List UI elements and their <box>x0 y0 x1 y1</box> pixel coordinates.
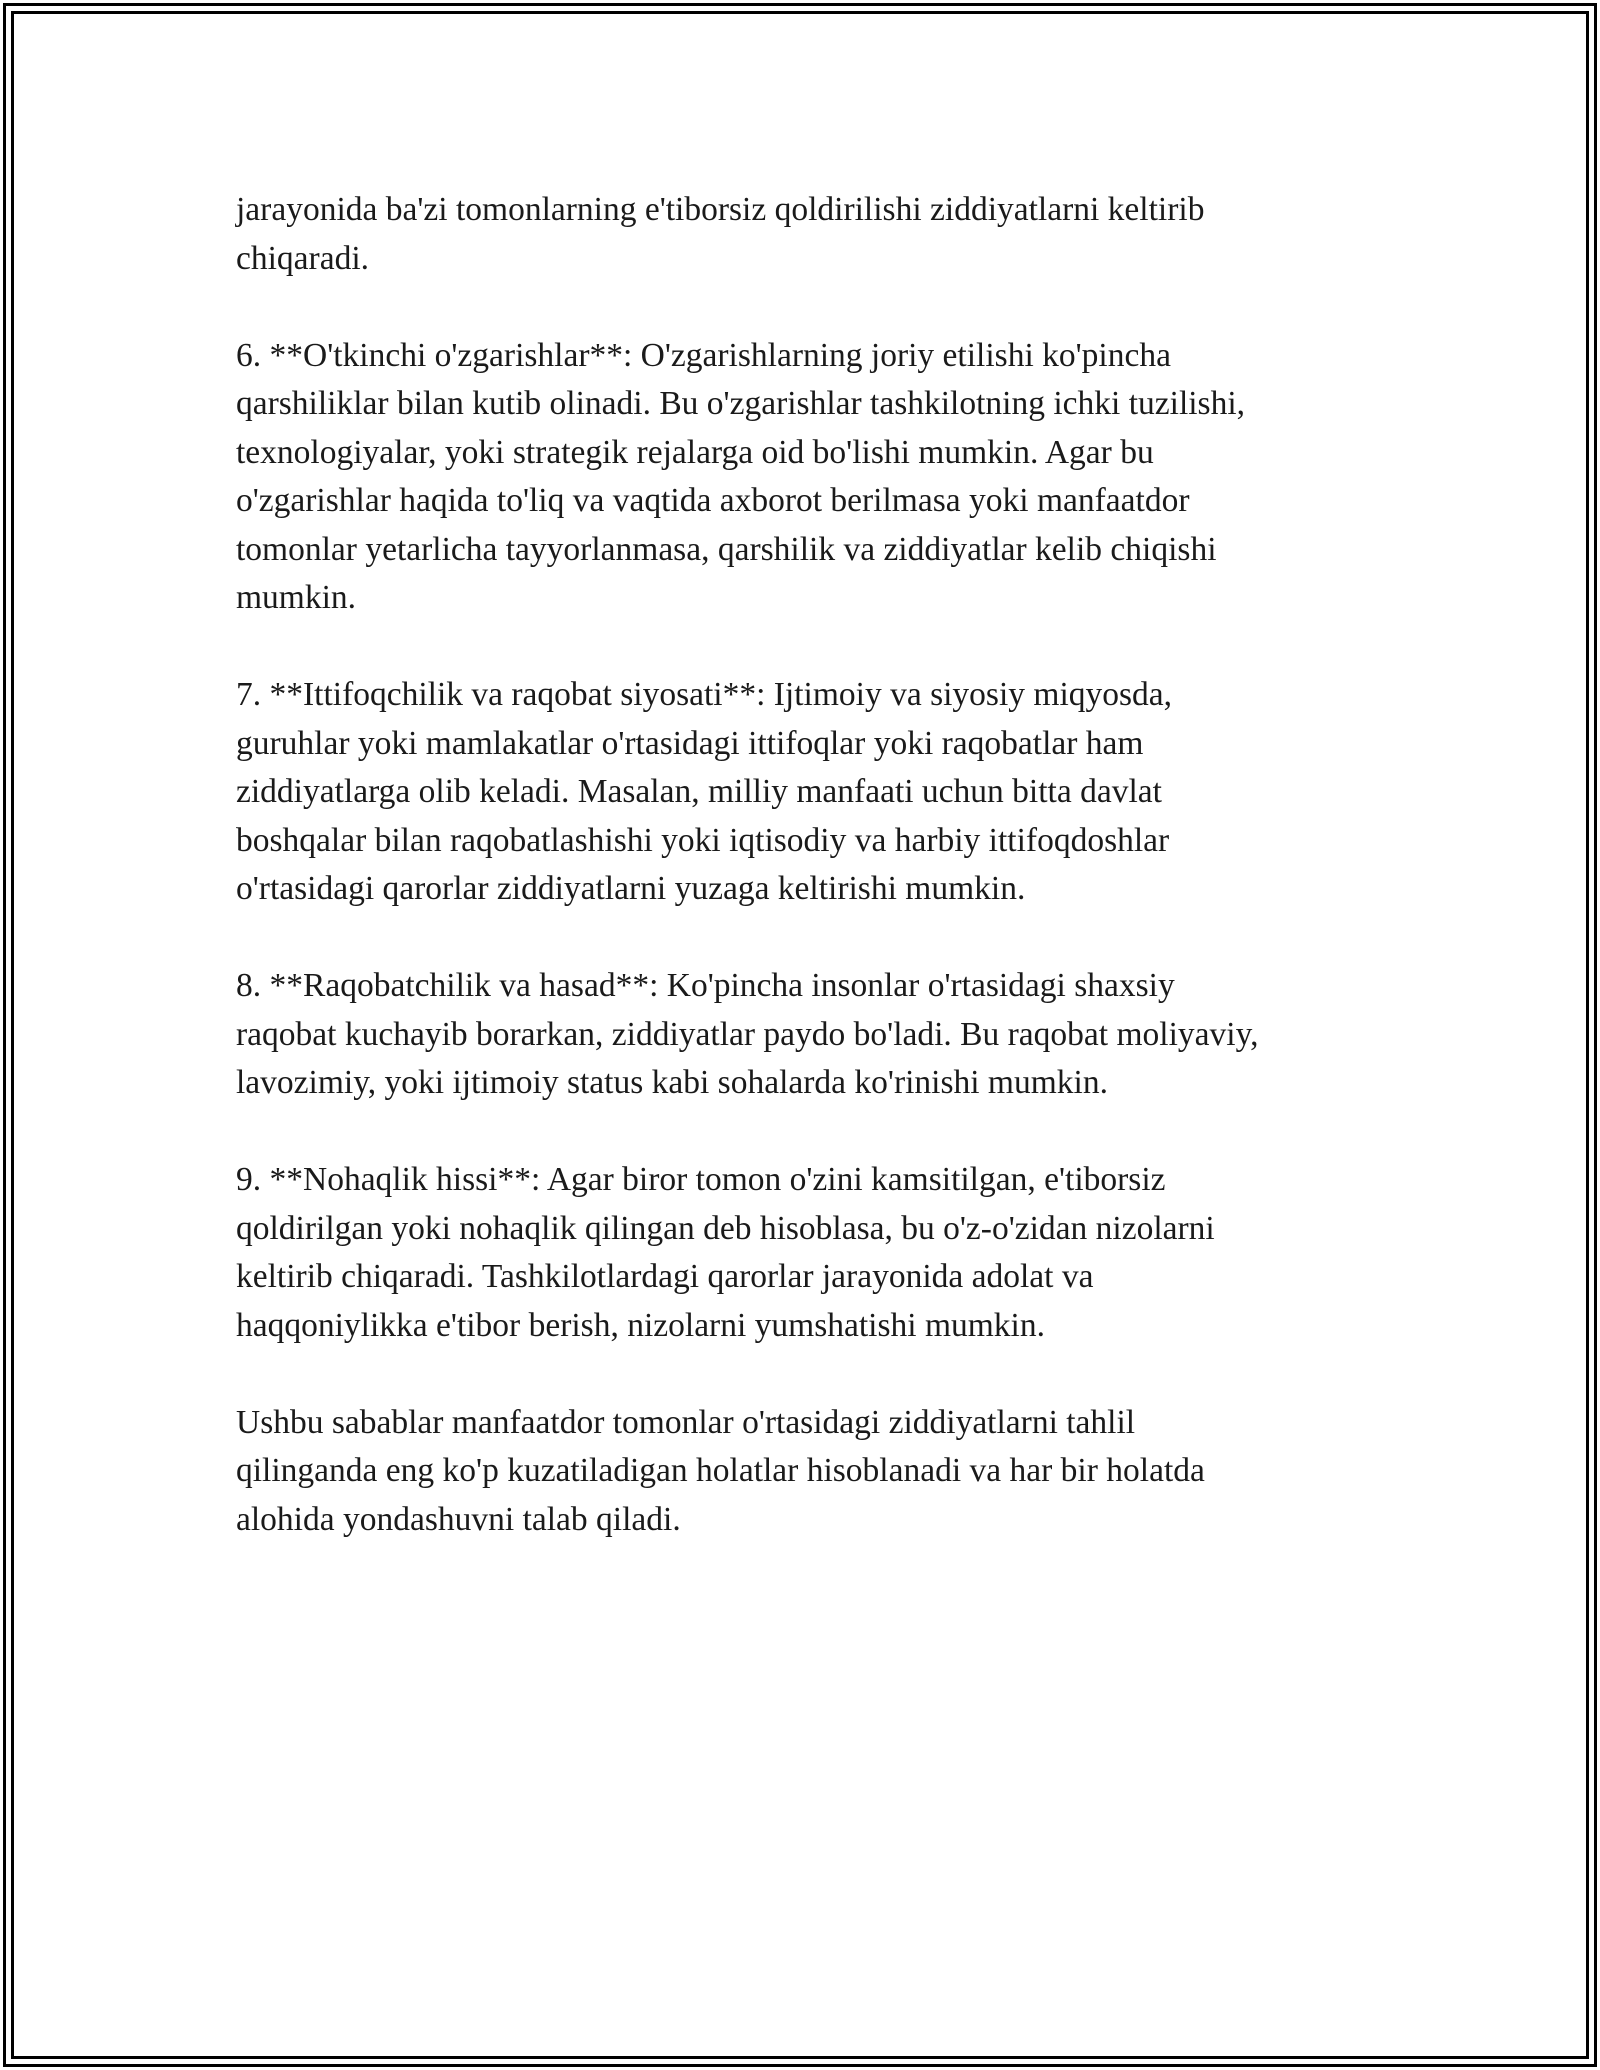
paragraph-conclusion <box>236 1399 1376 1545</box>
text-line: 7. **Ittifoqchilik va raqobat siyosati**: Ijtimoiy va siyosiy miqyosda, <box>236 676 1173 713</box>
text-line: keltirib chiqaradi. Tashkilotlardagi qarorlar jarayonida adolat va <box>236 1258 1094 1295</box>
paragraph-item-6 <box>236 332 1376 623</box>
text-line: guruhlar yoki mamlakatlar o'rtasidagi ittifoqlar yoki raqobatlar ham <box>236 724 1144 762</box>
text-line: haqqoniylikka e'tibor berish, nizolarni yumshatishi mumkin. <box>236 1306 1045 1344</box>
paragraph-item-7 <box>236 671 1376 914</box>
document-body <box>236 186 1376 1593</box>
text-line: Ushbu sabablar manfaatdor tomonlar o'rtasidagi ziddiyatlarni tahlil <box>236 1403 1136 1441</box>
text-line: o'rtasidagi qarorlar ziddiyatlarni yuzaga keltirishi mumkin. <box>236 870 1026 907</box>
text-line: raqobat kuchayib borarkan, ziddiyatlar paydo bo'ladi. Bu raqobat moliyaviy, <box>236 1015 1259 1053</box>
text-line: 6. **O'tkinchi o'zgarishlar**: O'zgarishlarning joriy etilishi ko'pincha <box>236 336 1171 374</box>
text-line: lavozimiy, yoki ijtimoiy status kabi sohalarda ko'rinishi mumkin. <box>236 1064 1108 1101</box>
text-line: chiqaradi. <box>236 239 370 277</box>
text-line: o'zgarishlar haqida to'liq va vaqtida axborot berilmasa yoki manfaatdor <box>236 482 1190 519</box>
text-line: mumkin. <box>236 579 357 616</box>
text-line: tomonlar yetarlicha tayyorlanmasa, qarshilik va ziddiyatlar kelib chiqishi <box>236 530 1217 568</box>
text-line: qilinganda eng ko'p kuzatiladigan holatlar hisoblanadi va har bir holatda <box>236 1452 1205 1489</box>
paragraph-item-8 <box>236 962 1376 1108</box>
text-line: ziddiyatlarga olib keladi. Masalan, milliy manfaati uchun bitta davlat <box>236 773 1162 810</box>
text-line: boshqalar bilan raqobatlashishi yoki iqtisodiy va harbiy ittifoqdoshlar <box>236 821 1170 859</box>
text-line: qarshiliklar bilan kutib olinadi. Bu o'zgarishlar tashkilotning ichki tuzilishi, <box>236 385 1246 422</box>
paragraph-continuation <box>236 186 1376 283</box>
text-line: jarayonida ba'zi tomonlarning e'tiborsiz qoldirilishi ziddiyatlarni keltirib <box>236 191 1205 228</box>
text-line: 9. **Nohaqlik hissi**: Agar biror tomon o'zini kamsitilgan, e'tiborsiz <box>236 1161 1166 1198</box>
paragraph-item-9 <box>236 1156 1376 1350</box>
text-line: 8. **Raqobatchilik va hasad**: Ko'pincha insonlar o'rtasidagi shaxsiy <box>236 967 1175 1004</box>
text-line: qoldirilgan yoki nohaqlik qilingan deb hisoblasa, bu o'z-o'zidan nizolarni <box>236 1209 1215 1247</box>
text-line: alohida yondashuvni talab qiladi. <box>236 1500 681 1538</box>
text-line: texnologiyalar, yoki strategik rejalarga oid bo'lishi mumkin. Agar bu <box>236 433 1154 471</box>
